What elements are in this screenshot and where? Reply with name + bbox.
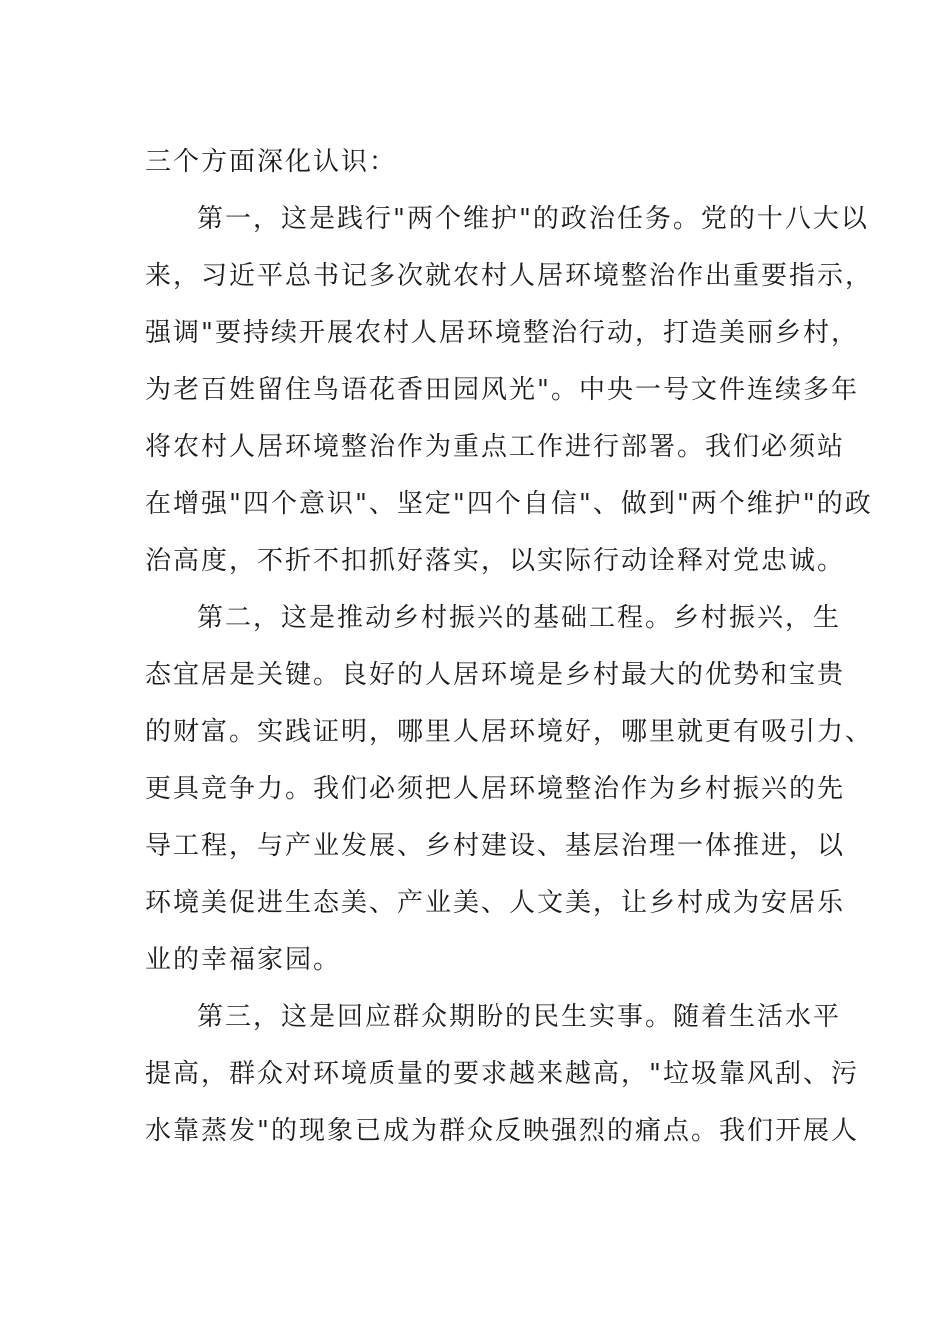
text-line: 将农村人居环境整治作为重点工作进行部署。我们必须站: [145, 432, 846, 462]
text-line: 第一，这是践行"两个维护"的政治任务。党的十八大以: [197, 204, 869, 234]
text-line: 强调"要持续开展农村人居环境整治行动，打造美丽乡村，: [145, 318, 859, 348]
paragraph-third: [145, 989, 859, 1160]
text-line: 业的幸福家园。: [145, 945, 342, 975]
document-body: [145, 134, 874, 1160]
text-line: 来，习近平总书记多次就农村人居环境整治作出重要指示，: [145, 261, 874, 291]
text-line: 第三，这是回应群众期盼的民生实事。随着生活水平: [197, 1002, 842, 1032]
text-line: 治高度，不折不扣抓好落实，以实际行动诠释对党忠诚。: [145, 546, 846, 576]
text-line: 提高，群众对环境质量的要求越来越高，"垃圾靠风刮、污: [145, 1059, 859, 1089]
lead-line: [145, 134, 805, 191]
text-line: 水靠蒸发"的现象已成为群众反映强烈的痛点。我们开展人: [145, 1116, 859, 1146]
text-line: 更具竞争力。我们必须把人居环境整治作为乡村振兴的先: [145, 774, 846, 804]
text-line: 在增强"四个意识"、坚定"四个自信"、做到"两个维护"的政: [145, 489, 873, 519]
paragraph-first: [145, 191, 874, 590]
text-line: 态宜居是关键。良好的人居环境是乡村最大的优势和宝贵: [145, 660, 846, 690]
text-line: 三个方面深化认识：: [145, 147, 398, 177]
paragraph-second: [145, 590, 874, 989]
text-line: 的财富。实践证明，哪里人居环境好，哪里就更有吸引力、: [145, 717, 874, 747]
text-line: 环境美促进生态美、产业美、人文美，让乡村成为安居乐: [145, 888, 846, 918]
text-line: 第二，这是推动乡村振兴的基础工程。乡村振兴，生: [197, 603, 842, 633]
text-line: 导工程，与产业发展、乡村建设、基层治理一体推进，以: [145, 831, 846, 861]
text-line: 为老百姓留住鸟语花香田园风光"。中央一号文件连续多年: [145, 375, 859, 405]
